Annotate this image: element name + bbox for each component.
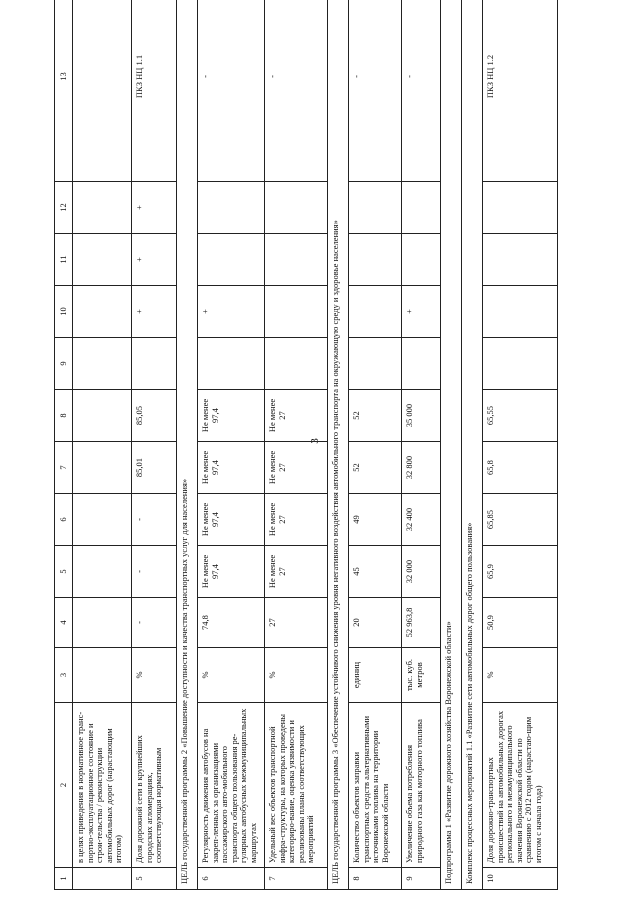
value-cell: -	[349, 0, 402, 182]
value-cell	[198, 234, 265, 286]
value-cell: Не менее 27	[265, 442, 328, 494]
section-title: Комплекс процессных мероприятий 1.1 «Развитие сети автомобильных дорог общего пользования»	[462, 0, 483, 890]
table-row	[265, 0, 328, 890]
section-row	[177, 0, 198, 890]
value-cell	[73, 598, 132, 648]
value-cell	[73, 494, 132, 546]
column-header: 7	[55, 442, 73, 494]
table-row	[132, 0, 177, 890]
value-cell	[73, 234, 132, 286]
value-cell: 85,05	[132, 390, 177, 442]
value-cell: 32 400	[402, 494, 441, 546]
value-cell: %	[198, 648, 265, 703]
value-cell	[483, 234, 558, 286]
value-cell: ПКЗ НЦ 1.2	[483, 0, 558, 182]
value-cell: 52	[349, 390, 402, 442]
value-cell	[73, 648, 132, 703]
indicators-table	[54, 0, 558, 890]
column-header: 1	[55, 868, 73, 890]
value-cell: Не менее 27	[265, 390, 328, 442]
column-header: 8	[55, 390, 73, 442]
value-cell: Не менее 97,4	[198, 442, 265, 494]
row-number-cell: 6	[198, 868, 265, 890]
value-cell: %	[483, 648, 558, 703]
value-cell	[349, 182, 402, 234]
value-cell	[265, 338, 328, 390]
value-cell	[483, 286, 558, 338]
value-cell: 49	[349, 494, 402, 546]
column-header: 9	[55, 338, 73, 390]
value-cell	[483, 338, 558, 390]
indicator-name-cell: Доля дорожно-транспортных происшествий на автомобильных дорогах регионального и межмуниципального значения Воронежской области по сравнению с 2012 годом (нарастаю-щим итогом с начала года)	[483, 703, 558, 868]
value-cell: +	[132, 182, 177, 234]
indicator-name-cell: Регулярность движения автобусов на закреп-ленных за организациями пассажирского авто-мобильного транспорта общего пользования ре-гулярных автобусных межмуниципальных маршрутах	[198, 703, 265, 868]
value-cell: -	[198, 0, 265, 182]
column-header: 4	[55, 598, 73, 648]
value-cell	[73, 390, 132, 442]
value-cell: тыс. куб. метров	[402, 648, 441, 703]
value-cell: 65,85	[483, 494, 558, 546]
value-cell: 65,8	[483, 442, 558, 494]
value-cell: +	[132, 234, 177, 286]
value-cell: Не менее 97,4	[198, 546, 265, 598]
value-cell	[349, 234, 402, 286]
value-cell	[73, 182, 132, 234]
value-cell: 45	[349, 546, 402, 598]
indicator-name-cell: Доля дорожной сети в крупнейших городских агломерациях, соответствующая нормативным	[132, 703, 177, 868]
page-number: 3	[308, 438, 321, 444]
column-header: 12	[55, 182, 73, 234]
row-number-cell: 7	[265, 868, 328, 890]
value-cell: -	[132, 546, 177, 598]
value-cell	[265, 182, 328, 234]
column-header: 11	[55, 234, 73, 286]
value-cell	[402, 338, 441, 390]
table-header-row	[55, 0, 73, 890]
value-cell: 27	[265, 598, 328, 648]
value-cell: -	[265, 0, 328, 182]
value-cell: 32 800	[402, 442, 441, 494]
value-cell: +	[132, 286, 177, 338]
row-number-cell: 9	[402, 868, 441, 890]
column-header: 3	[55, 648, 73, 703]
value-cell: 32 000	[402, 546, 441, 598]
table-row	[198, 0, 265, 890]
table-row	[483, 0, 558, 890]
rotated-table-wrapper	[54, 15, 558, 890]
indicator-name-cell: Количество объектов заправки транспортных средств альтернативными источниками топлива на территории Воронежской области	[349, 703, 402, 868]
value-cell: единиц	[349, 648, 402, 703]
value-cell	[349, 338, 402, 390]
row-number-cell: 10	[483, 868, 558, 890]
value-cell	[402, 182, 441, 234]
column-header: 10	[55, 286, 73, 338]
value-cell: 65,9	[483, 546, 558, 598]
value-cell	[73, 442, 132, 494]
value-cell	[132, 338, 177, 390]
row-number-cell: 8	[349, 868, 402, 890]
value-cell: Не менее 97,4	[198, 494, 265, 546]
section-row	[441, 0, 462, 890]
column-header: 5	[55, 546, 73, 598]
indicator-name-cell: Удельный вес объектов транспортной инфра-структуры, на которых проведены категориро-вание, оценка уязвимости и реализованы планы соответствующих мероприятий	[265, 703, 328, 868]
value-cell: +	[402, 286, 441, 338]
table-row	[402, 0, 441, 890]
section-title: ЦЕЛЬ государственной программы 3 «Обеспечение устойчивого снижения уровня негативного воздействия автомобильного транспорта на окружающую среду и здоровье населения»	[328, 0, 349, 890]
value-cell	[198, 338, 265, 390]
column-header: 13	[55, 0, 73, 182]
value-cell: 74,8	[198, 598, 265, 648]
column-header: 6	[55, 494, 73, 546]
row-number-cell: 5	[132, 868, 177, 890]
value-cell: 20	[349, 598, 402, 648]
value-cell: Не менее 27	[265, 546, 328, 598]
value-cell: -	[132, 494, 177, 546]
value-cell	[198, 182, 265, 234]
value-cell	[73, 546, 132, 598]
indicator-name-cell: в целях приведения в нормативное транс-портно-эксплуатационное состояние и строи-тельства / реконструкции автомобильных дорог (нарастающим итогом)	[73, 703, 132, 868]
section-row	[328, 0, 349, 890]
value-cell: 85,01	[132, 442, 177, 494]
section-title: ЦЕЛЬ государственной программы 2 «Повышение доступности и качества транспортных услуг для населения»	[177, 0, 198, 890]
value-cell: 65,55	[483, 390, 558, 442]
table-row	[349, 0, 402, 890]
value-cell: +	[198, 286, 265, 338]
value-cell	[402, 234, 441, 286]
value-cell: 50,9	[483, 598, 558, 648]
value-cell: 52 963,8	[402, 598, 441, 648]
value-cell	[73, 338, 132, 390]
section-title: Подпрограмма 1 «Развитие дорожного хозяйства Воронежской области»	[441, 0, 462, 890]
value-cell	[265, 286, 328, 338]
column-header: 2	[55, 703, 73, 868]
value-cell: 52	[349, 442, 402, 494]
value-cell	[73, 0, 132, 182]
value-cell	[73, 286, 132, 338]
section-row	[462, 0, 483, 890]
value-cell: %	[132, 648, 177, 703]
value-cell	[349, 286, 402, 338]
value-cell: ПКЗ НЦ 1.1	[132, 0, 177, 182]
value-cell	[265, 234, 328, 286]
value-cell	[483, 182, 558, 234]
value-cell: %	[265, 648, 328, 703]
value-cell: -	[132, 598, 177, 648]
value-cell: -	[402, 0, 441, 182]
value-cell: Не менее 97,4	[198, 390, 265, 442]
value-cell: Не менее 27	[265, 494, 328, 546]
value-cell: 35 000	[402, 390, 441, 442]
table-row	[73, 0, 132, 890]
row-number-cell	[73, 868, 132, 890]
indicator-name-cell: Увеличение объема потребления природного газа как моторного топлива	[402, 703, 441, 868]
